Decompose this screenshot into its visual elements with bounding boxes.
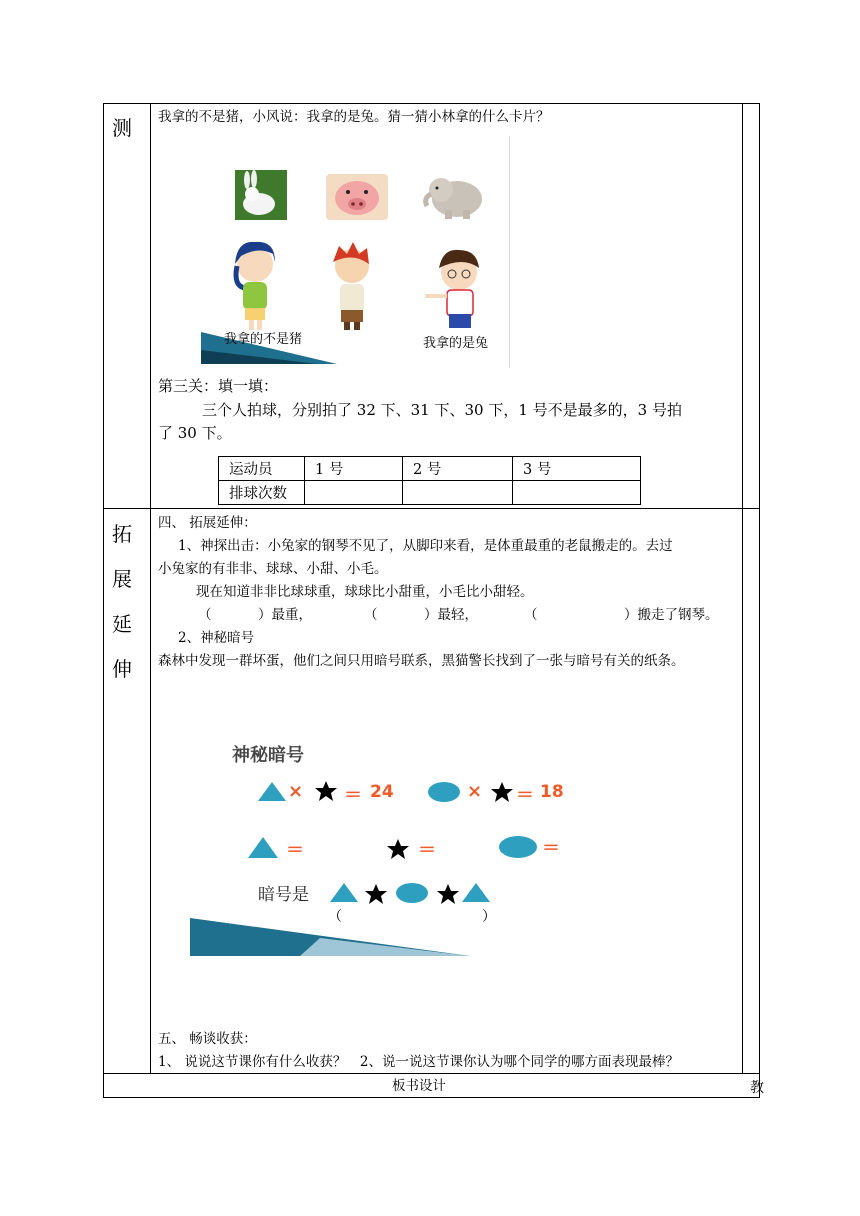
code-answer-field[interactable] [344,906,480,924]
summary-line: 1、 说说这节课你有什么收获？ 2、说一说这节课你认为哪个同学的哪方面表现最棒？ [158,1054,679,1070]
boy-character-icon [333,242,369,330]
triangle-icon [258,782,286,801]
level3-text-line1: 三个人拍球，分别拍了 32 下、31 下、30 下，1 号不是最多的，3 号拍 [202,401,682,419]
circle-icon [499,836,537,858]
bubble-right-text: 我拿的是兔 [423,336,489,351]
table-top-border [103,103,760,104]
blank2-close: ）最轻， [424,607,478,623]
equals-operator-1: ＝ [344,785,362,806]
circle-icon [396,883,428,903]
table-left-border [103,103,104,1098]
bubble-left-text: 我拿的不是猪 [224,332,303,347]
extension-item1-line3: 现在知道非非比球球重，球球比小甜重，小毛比小甜轻。 [196,584,534,600]
answer-cell-no1[interactable] [305,481,403,505]
section-label-test: 测 [112,116,132,140]
answer-cell-no3[interactable] [513,481,641,505]
summary-heading: 五、 畅谈收获： [158,1031,257,1047]
code-answer-paren-open: （ [328,909,342,925]
star-icon [365,884,387,904]
star-icon [387,839,409,859]
star-equals: ＝ [418,840,436,861]
score-table-row [219,481,641,505]
header-no1: 1 号 [305,457,403,481]
blank2-answer-field[interactable] [380,606,424,622]
table-bottom-border [103,1097,760,1098]
extension-heading: 四、 拓展延伸： [158,515,257,531]
board-design-label: 板书设计 [392,1078,446,1094]
pig-card-icon [326,174,388,220]
code-answer-paren-close: ） [482,909,496,925]
content-column-divider [742,103,743,1074]
section-label-extend-3: 延 [112,612,132,636]
elephant-card-icon [426,178,482,219]
value-18: 18 [540,782,564,802]
triangle-equals: ＝ [286,840,304,861]
triangle-icon [330,883,358,902]
triangle-icon [462,883,490,902]
blank1-close: ）最重， [258,607,312,623]
rabbit-card-icon [235,170,287,220]
level3-title: 第三关：填一填： [158,377,279,395]
blank3-close: ）搬走了钢琴。 [624,607,719,623]
times-operator-2: × [467,781,483,802]
girl-character-icon [235,242,275,330]
answer-cell-no2[interactable] [403,481,513,505]
extension-item2-text: 森林中发现一群坏蛋，他们之间只用暗号联系，黑猫警长找到了一张与暗号有关的纸条。 [158,653,685,669]
section-label-extend-2: 展 [112,567,132,591]
table-right-border [759,103,760,1098]
circle-equals: ＝ [542,838,560,859]
score-table [218,456,641,505]
section-label-extend-1: 拓 [112,522,132,546]
level3-text-line2: 了 30 下。 [158,424,232,442]
triangle-icon [248,837,278,858]
section-label-extend-4: 伸 [112,657,132,681]
blank1-open: （ [198,607,212,623]
quiz-question: 我拿的不是猪，小风说：我拿的是兔。猜一猜小林拿的什么卡片？ [158,109,550,125]
extension-item1-line2: 小兔家的有非非、球球、小甜、小毛。 [158,561,388,577]
decor-wedge-light [300,938,470,956]
code-answer-label: 暗号是 [258,885,309,905]
blank3-answer-field[interactable] [540,606,624,622]
star-icon [491,782,513,802]
label-column-divider [150,103,151,1074]
extension-item1-line1: 1、神探出击：小兔家的钢琴不见了，从脚印来看，是体重最重的老鼠搬走的。去过 [178,538,673,554]
code-puzzle-title: 神秘暗号 [232,745,304,766]
blank3-open: （ [524,607,538,623]
circle-icon [428,782,460,802]
right-cut-char: 教 [750,1080,764,1096]
blank2-open: （ [364,607,378,623]
row-label-count: 排球次数 [219,481,305,505]
row-divider-1 [103,508,760,509]
glasses-boy-character-icon [425,250,479,328]
right-cut-text [750,1077,764,1096]
score-table-header-row [219,457,641,481]
header-no2: 2 号 [403,457,513,481]
extension-item2: 2、神秘暗号 [178,630,255,646]
header-no3: 3 号 [513,457,641,481]
header-athlete: 运动员 [219,457,305,481]
blank1-answer-field[interactable] [214,606,258,622]
value-24: 24 [370,782,394,802]
row-divider-2 [103,1073,760,1074]
equals-operator-2: ＝ [516,785,534,806]
times-operator-1: × [288,781,304,802]
star-icon [315,781,337,801]
star-icon [437,884,459,904]
